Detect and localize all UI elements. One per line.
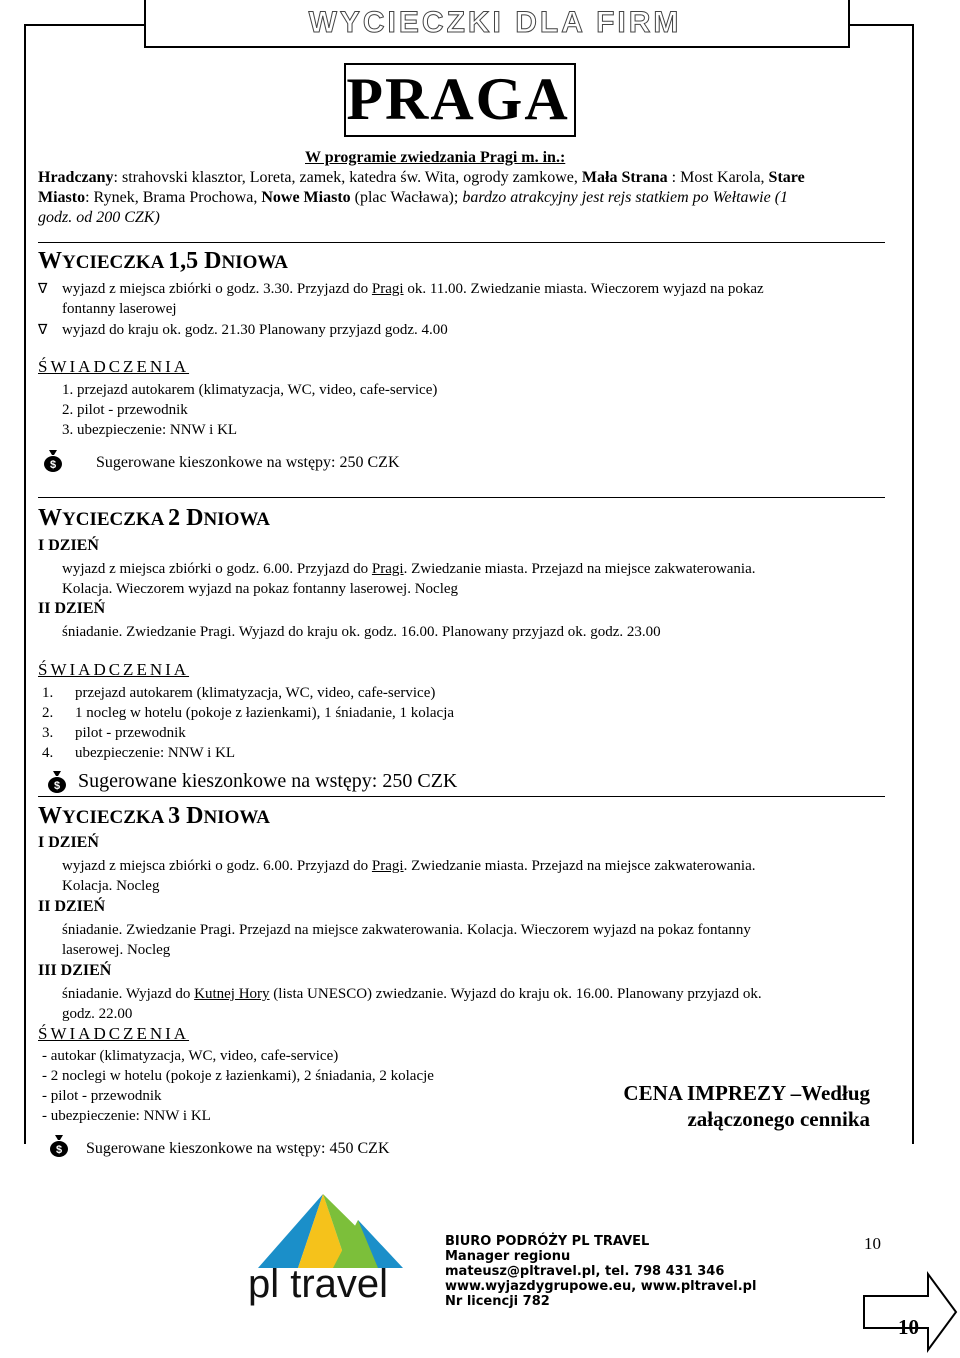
trip1-title: WYCIECZKA 1,5 DNIOWA [38,248,288,274]
divider [38,796,885,797]
trip1-service-1: 1. przejazd autokarem (klimatyzacja, WC, video, cafe-service) [62,382,438,398]
main-title: PRAGA [346,66,570,132]
program-text-fragment: Stare [768,169,805,186]
program-line-1 [38,168,805,188]
program-text-fragment: : Rynek, Brama Prochowa, [85,189,262,206]
money-bag-icon [42,448,64,472]
trip3-service-4: - ubezpieczenie: NNW i KL [42,1108,211,1124]
trip2-service-2-num: 2. [42,705,54,721]
trip3-service-1: - autokar (klimatyzacja, WC, video, cafe-service) [42,1048,339,1064]
trip2-day1-text: wyjazd z miejsca zbiórki o godz. 6.00. Przyjazd do Pragi. Zwiedzanie miasta. Przejazd na miejsce zakwaterowania. [62,561,756,577]
trip3-title: WYCIECZKA 3 DNIOWA [38,803,270,829]
trip2-service-3-num: 3. [42,725,54,741]
footer-info: BIURO PODRÓŻY PL TRAVEL Manager regionu mateusz@pltravel.pl, tel. 798 431 346 www.wyjazdygrupowe.eu, www.pltravel.pl Nr licencji 782 [445,1234,757,1309]
trip3-service-3: - pilot - przewodnik [42,1088,162,1104]
trip3-day2-text: śniadanie. Zwiedzanie Pragi. Przejazd na miejsce zakwaterowania. Kolacja. Wieczorem wyjazd na pokaz fontanny [62,922,751,938]
program-text-fragment: Mała Strana [581,169,668,186]
divider [38,497,885,498]
trip2-day2-label: II DZIEŃ [38,600,106,617]
program-line-3: godz. od 200 CZK) [38,209,160,226]
trip3-pocket-money: Sugerowane kieszonkowe na wstępy: 450 CZK [86,1140,390,1157]
trip2-service-2: 1 nocleg w hotelu (pokoje z łazienkami), 1 śniadanie, 1 kolacja [75,705,455,721]
trip3-day1-text-cont: Kolacja. Nocleg [62,878,160,894]
page-badge-arrow-icon [862,1270,958,1354]
program-text-fragment: : strahovski klasztor, Loreta, zamek, katedra św. Wita, ogrody zamkowe, [113,169,582,186]
trip3-day1-text: wyjazd z miejsca zbiórki o godz. 6.00. Przyjazd do Pragi. Zwiedzanie miasta. Przejazd na miejsce zakwaterowania. [62,858,756,874]
price-note: CENA IMPREZY –Według załączonego cennika [623,1081,870,1131]
trip1-service-2: 2. pilot - przewodnik [62,402,188,418]
trip1-pocket-money: Sugerowane kieszonkowe na wstępy: 250 CZK [96,454,400,471]
frame-top-left [24,24,144,26]
svg-text:$: $ [49,459,57,471]
trip3-day3-text-cont: godz. 22.00 [62,1006,133,1022]
trip2-service-1-num: 1. [42,685,54,701]
trip2-service-4: ubezpieczenie: NNW i KL [75,745,236,761]
trip3-day1-label: I DZIEŃ [38,834,99,851]
divider [38,242,885,243]
header-title: WYCIECZKI DLA FIRM [308,6,682,39]
trip2-title: WYCIECZKA 2 DNIOWA [38,505,270,531]
program-text-fragment: (plac Wacława); [350,189,463,206]
money-bag-icon [46,769,68,793]
trip2-pocket-money: Sugerowane kieszonkowe na wstępy: 250 CZK [78,770,458,792]
trip2-service-1: przejazd autokarem (klimatyzacja, WC, video, cafe-service) [75,685,436,701]
trip3-services-title: ŚWIADCZENIA [38,1024,190,1043]
frame-top-right [846,24,913,26]
logo-text: pl travel [248,1262,389,1306]
trip1-bullet-1: wyjazd z miejsca zbiórki o godz. 3.30. Przyjazd do Pragi ok. 11.00. Zwiedzanie miasta. Wieczorem wyjazd na pokaz [62,281,764,297]
frame-left [24,24,26,1144]
trip3-day3-label: III DZIEŃ [38,962,112,979]
trip1-service-3: 3. ubezpieczenie: NNW i KL [62,422,238,438]
page-badge-number: 10 [898,1315,919,1339]
page-number: 10 [864,1234,881,1253]
trip2-day1-label: I DZIEŃ [38,537,99,554]
trip2-day2-text: śniadanie. Zwiedzanie Pragi. Wyjazd do kraju ok. godz. 16.00. Planowany przyjazd ok. godz. 23.00 [62,624,661,640]
trip1-bullet-2: wyjazd do kraju ok. godz. 21.30 Planowany przyjazd godz. 4.00 [62,322,448,338]
trip2-service-3: pilot - przewodnik [75,725,186,741]
program-text-fragment: bardzo atrakcyjny jest rejs statkiem po Wełtawie (1 [462,189,789,206]
bullet-icon: ∇ [38,323,48,338]
svg-text:$: $ [53,780,61,792]
pl-travel-logo-icon [238,1190,408,1272]
program-text-fragment: Hradczany [38,169,114,186]
program-text-fragment: Miasto [38,189,86,206]
trip3-day2-label: II DZIEŃ [38,898,106,915]
trip1-services-title: ŚWIADCZENIA [38,357,190,376]
frame-right [912,24,914,1144]
trip2-services-title: ŚWIADCZENIA [38,660,190,679]
program-text-fragment: : Most Karola, [667,169,769,186]
bullet-icon: ∇ [38,282,48,297]
trip3-day3-text: śniadanie. Wyjazd do Kutnej Hory (lista UNESCO) zwiedzanie. Wyjazd do kraju ok. 16.00. Planowany przyjazd ok. [62,986,762,1002]
program-heading: W programie zwiedzania Pragi m. in.: [305,149,566,166]
trip3-day2-text-cont: laserowej. Nocleg [62,942,171,958]
program-text-fragment: Nowe Miasto [261,189,351,206]
svg-text:$: $ [55,1144,63,1156]
trip2-day1-text-cont: Kolacja. Wieczorem wyjazd na pokaz fontanny laserowej. Nocleg [62,581,459,597]
program-line-2 [38,188,788,208]
money-bag-icon [48,1133,70,1157]
trip1-bullet-1-cont: fontanny laserowej [62,301,177,317]
trip3-service-2: - 2 noclegi w hotelu (pokoje z łazienkami), 2 śniadania, 2 kolacje [42,1068,434,1084]
trip2-service-4-num: 4. [42,745,54,761]
